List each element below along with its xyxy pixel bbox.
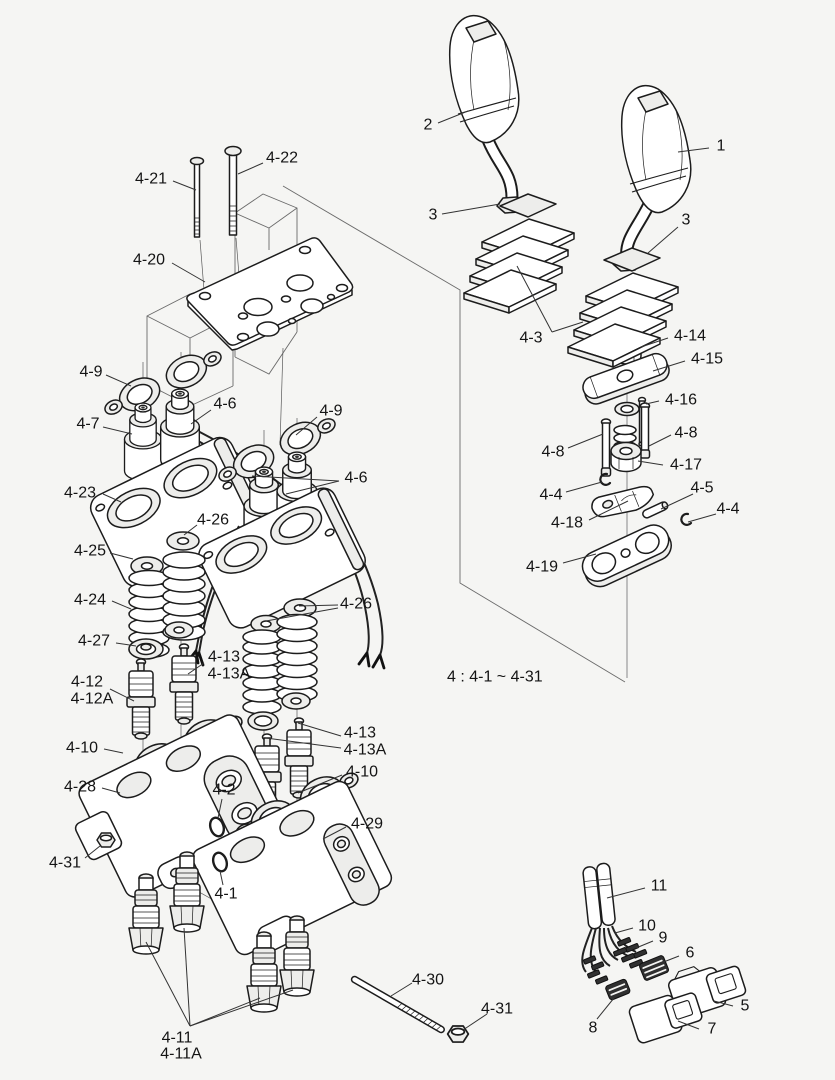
part-label-4-9: 4-9 — [79, 363, 103, 381]
part-label-4-18: 4-18 — [550, 514, 584, 532]
part-label-4-23: 4-23 — [63, 484, 97, 502]
spool-4-12 — [127, 659, 155, 739]
part-label-5: 5 — [740, 997, 750, 1015]
spring-center-inner — [277, 615, 317, 702]
nut-4-31-left — [97, 833, 115, 847]
part-label-4-11a: 4-11A — [160, 1045, 202, 1063]
part-label-6: 6 — [685, 944, 695, 962]
part-label-4-31: 4-31 — [48, 854, 82, 872]
washer-left-upper — [165, 622, 193, 638]
spool-4-13-left — [170, 644, 198, 724]
bellows-4-3-right — [568, 248, 678, 367]
leader-line — [646, 401, 659, 404]
part-label-4-2: 4-2 — [212, 781, 236, 799]
connector-6 — [639, 955, 670, 981]
plunger-4-8-left — [602, 419, 611, 476]
leader-line — [442, 204, 500, 214]
connector-8 — [605, 978, 631, 1000]
part-label-4-8: 4-8 — [541, 443, 565, 461]
harness-tubes-11 — [582, 863, 616, 929]
part-label-10: 10 — [638, 917, 656, 935]
leader-line — [190, 998, 260, 1026]
leader-line — [597, 998, 614, 1019]
part-label-4-4: 4-4 — [716, 500, 740, 518]
plunger-4-8-right — [641, 403, 650, 458]
part-label-2: 2 — [423, 116, 433, 134]
part-label-4-8: 4-8 — [674, 424, 698, 442]
part-label-4-6: 4-6 — [213, 395, 237, 413]
ring-4-27 — [129, 639, 163, 659]
joystick-grip-1 — [622, 86, 691, 213]
part-label-4-19: 4-19 — [525, 558, 559, 576]
part-label-4-1: 4-1 — [214, 885, 238, 903]
part-label-4-10: 4-10 — [345, 763, 379, 781]
part-label-3: 3 — [681, 211, 691, 229]
leader-line — [649, 435, 671, 446]
bellows-4-3-left — [464, 194, 574, 313]
part-label-4-27: 4-27 — [77, 632, 111, 650]
leader-line — [104, 749, 123, 753]
part-label-4-11: 4-11 — [161, 1029, 193, 1047]
part-label-4-30: 4-30 — [411, 971, 445, 989]
connector-7 — [628, 987, 704, 1044]
leader-line — [636, 941, 653, 948]
part-label-4-13a: 4-13A — [343, 741, 387, 759]
leader-line — [172, 263, 205, 282]
part-label-3: 3 — [428, 206, 438, 224]
part-label-9: 9 — [658, 929, 668, 947]
mounting-plate-4-20 — [187, 238, 353, 350]
part-label-4-13a: 4-13A — [207, 665, 251, 683]
screw-4-22 — [225, 147, 241, 236]
part-label-4-7: 4-7 — [76, 415, 100, 433]
part-label-4-12a: 4-12A — [70, 690, 114, 708]
part-label-4-26: 4-26 — [196, 511, 230, 529]
joystick-grip-2 — [450, 16, 519, 143]
part-label-4-21: 4-21 — [134, 170, 168, 188]
assembly-range-note: 4 : 4-1 ~ 4-31 — [447, 668, 543, 686]
leader-line — [146, 942, 190, 1026]
part-label-4-24: 4-24 — [73, 591, 107, 609]
part-label-7: 7 — [707, 1020, 717, 1038]
part-label-4-15: 4-15 — [690, 350, 724, 368]
leader-line — [238, 163, 263, 174]
part-label-4-3: 4-3 — [519, 329, 543, 347]
part-label-4-25: 4-25 — [73, 542, 107, 560]
part-label-4-16: 4-16 — [664, 391, 698, 409]
leader-line — [106, 375, 131, 386]
leader-line — [568, 434, 603, 448]
leader-line — [566, 482, 602, 492]
part-label-4-6: 4-6 — [344, 469, 368, 487]
leader-line — [184, 928, 190, 1026]
part-label-4-29: 4-29 — [350, 815, 384, 833]
part-label-11: 11 — [650, 877, 668, 895]
screw-4-21 — [191, 158, 204, 238]
leader-line — [648, 227, 678, 253]
part-label-4-12: 4-12 — [70, 673, 104, 691]
leader-line — [391, 983, 412, 996]
part-label-4-28: 4-28 — [63, 778, 97, 796]
spring-seat-4-17 — [611, 443, 641, 472]
part-label-4-20: 4-20 — [132, 251, 166, 269]
leader-line — [688, 514, 716, 522]
part-label-8: 8 — [588, 1019, 598, 1037]
part-label-1: 1 — [716, 137, 726, 155]
ring-center — [248, 712, 278, 730]
part-label-4-26: 4-26 — [339, 595, 373, 613]
part-label-4-17: 4-17 — [669, 456, 703, 474]
joystick-1 — [613, 86, 691, 271]
leader-line — [615, 928, 633, 933]
part-label-4-4: 4-4 — [539, 486, 563, 504]
part-label-4-14: 4-14 — [673, 327, 707, 345]
part-label-4-31: 4-31 — [480, 1000, 514, 1018]
clip-4-4-right — [681, 514, 691, 525]
part-label-4-10: 4-10 — [65, 739, 99, 757]
leader-line — [103, 427, 132, 434]
part-label-4-9: 4-9 — [319, 402, 343, 420]
leader-line — [173, 181, 196, 190]
washer-4-26-left — [167, 532, 199, 550]
leader-line — [112, 601, 131, 609]
part-label-4-5: 4-5 — [690, 479, 714, 497]
part-label-4-13: 4-13 — [343, 724, 377, 742]
washer-center-upper — [282, 693, 310, 709]
washer-under-handle — [615, 403, 639, 416]
part-label-4-13: 4-13 — [207, 648, 241, 666]
part-label-4-22: 4-22 — [265, 149, 299, 167]
